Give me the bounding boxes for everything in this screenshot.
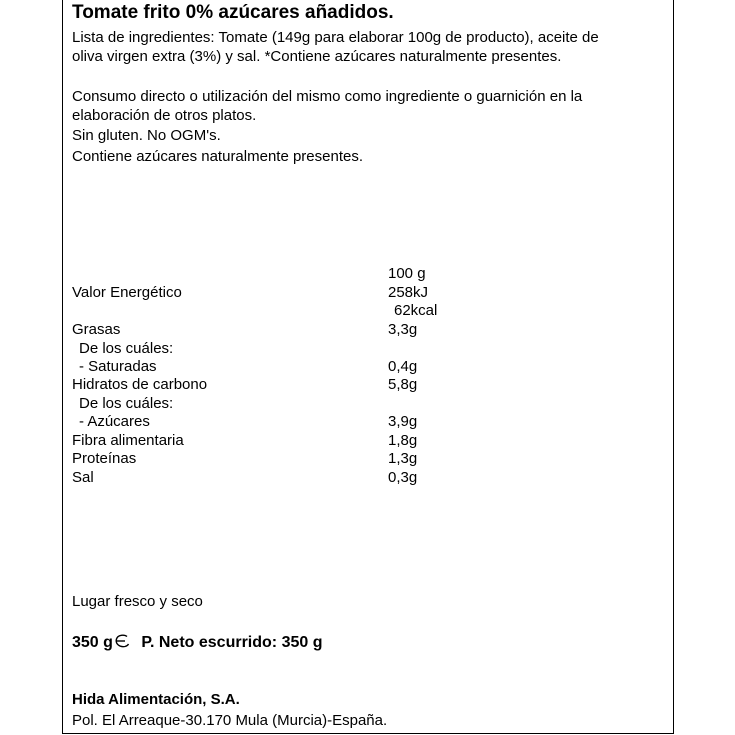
nutrition-row-value: 3,9g	[388, 413, 418, 430]
product-title: Tomate frito 0% azúcares añadidos.	[72, 2, 394, 23]
nutrition-row-name: - Saturadas	[79, 358, 157, 375]
drained-weight: P. Neto escurrido: 350 g	[141, 634, 323, 651]
usage-line-2: elaboración de otros platos.	[72, 107, 257, 124]
nutrition-row-name: Sal	[72, 469, 94, 486]
usage-line-1: Consumo directo o utilización del mismo como ingrediente o guarnición en la	[72, 88, 583, 105]
nutrition-row-name: Hidratos de carbono	[72, 376, 208, 393]
ingredients-line-1: Lista de ingredientes: Tomate (149g para elaborar 100g de producto), aceite de	[72, 29, 599, 46]
nutrition-row-value: 1,8g	[388, 432, 418, 449]
energy-kj-value: 258kJ	[388, 284, 429, 301]
nutrition-row-value: 3,3g	[388, 321, 418, 338]
nutrition-per-header: 100 g	[388, 265, 426, 282]
storage-instructions: Lugar fresco y seco	[72, 593, 203, 610]
nutrition-row-value: 0,3g	[388, 469, 418, 486]
nutrition-row-name: - Azúcares	[79, 413, 150, 430]
estimated-e-mark-icon	[113, 633, 133, 649]
nutrition-row-name: De los cuáles:	[79, 340, 174, 357]
net-weight: 350 g	[72, 634, 113, 651]
energy-kcal-value: 62kcal	[394, 302, 438, 319]
nutrition-row-value: 5,8g	[388, 376, 418, 393]
net-weight-line	[72, 633, 322, 652]
sugar-note-line: Contiene azúcares naturalmente presentes.	[72, 148, 364, 165]
nutrition-row-name: Proteínas	[72, 450, 137, 467]
company-name: Hida Alimentación, S.A.	[72, 691, 240, 708]
allergen-line: Sin gluten. No OGM's.	[72, 127, 221, 144]
nutrition-row-name: Grasas	[72, 321, 121, 338]
nutrition-row-name: Fibra alimentaria	[72, 432, 184, 449]
ingredients-line-2: oliva virgen extra (3%) y sal. *Contiene azúcares naturalmente presentes.	[72, 48, 562, 65]
energy-label: Valor Energético	[72, 284, 182, 301]
nutrition-row-name: De los cuáles:	[79, 395, 174, 412]
nutrition-row-value: 1,3g	[388, 450, 418, 467]
nutrition-row-value: 0,4g	[388, 358, 418, 375]
company-address: Pol. El Arreaque-30.170 Mula (Murcia)-España.	[72, 712, 388, 729]
